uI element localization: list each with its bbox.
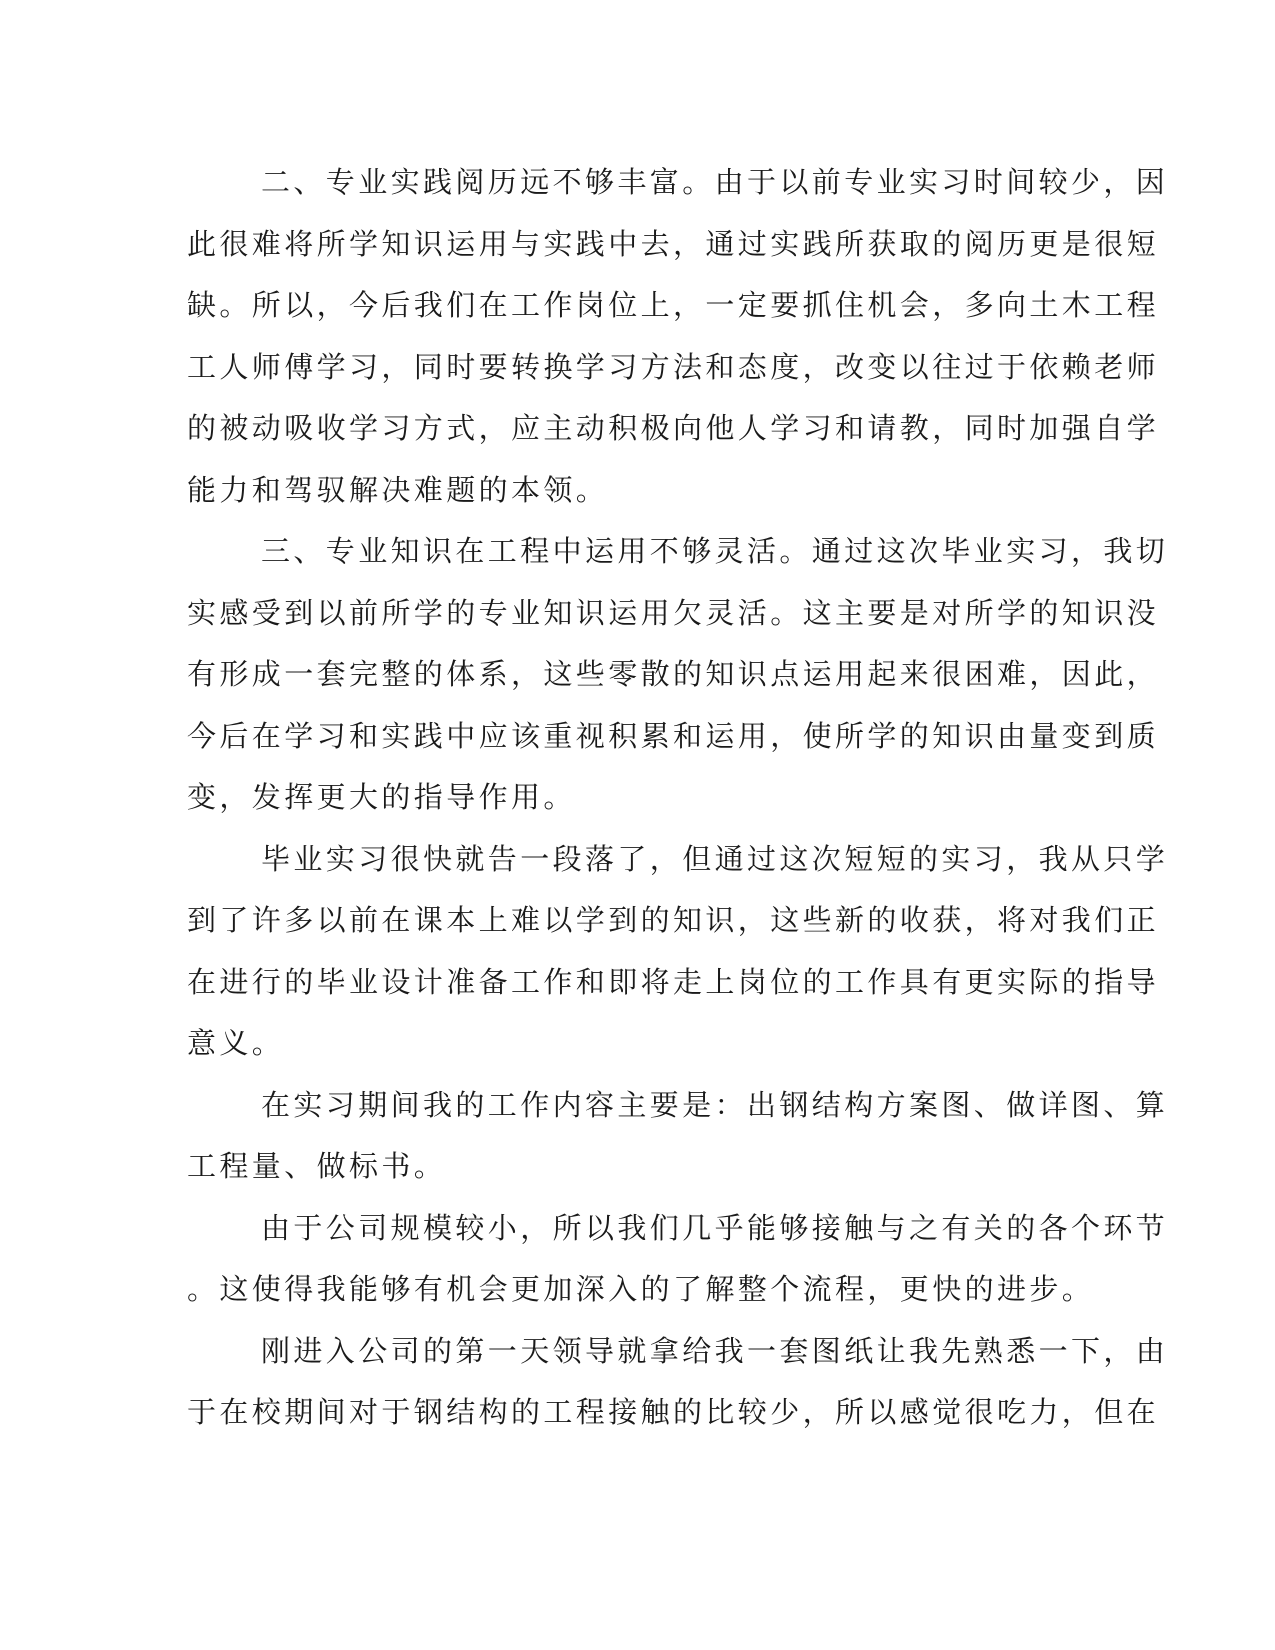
text-line: 工人师傅学习，同时要转换学习方法和态度，改变以往过于依赖老师	[187, 349, 1160, 384]
text-line: 缺。所以，今后我们在工作岗位上，一定要抓住机会，多向土木工程	[187, 288, 1160, 322]
text-line: 毕业实习很快就告一段落了，但通过这次短短的实习，我从只学	[261, 841, 1169, 876]
text-line: 刚进入公司的第一天领导就拿给我一套图纸让我先熟悉一下，由	[261, 1333, 1169, 1368]
text-line: 在进行的毕业设计准备工作和即将走上岗位的工作具有更实际的指导	[187, 964, 1160, 999]
body-text	[187, 152, 1169, 1444]
text-line: 由于公司规模较小，所以我们几乎能够接触与之有关的各个环节	[261, 1210, 1169, 1245]
paragraph-company-scale	[187, 1198, 1169, 1321]
text-line: 实感受到以前所学的专业知识运用欠灵活。这主要是对所学的知识没	[187, 595, 1160, 630]
text-line: 三、专业知识在工程中运用不够灵活。通过这次毕业实习，我切	[261, 534, 1169, 568]
paragraph-first-day	[187, 1321, 1169, 1444]
text-line: 变，发挥更大的指导作用。	[187, 780, 576, 814]
paragraph-work-content	[187, 1075, 1169, 1198]
text-line: 有形成一套完整的体系，这些零散的知识点运用起来很困难，因此，	[187, 657, 1160, 691]
paragraph-internship-summary	[187, 829, 1169, 1075]
text-line: 能力和驾驭解决难题的本领。	[187, 472, 609, 507]
paragraph-knowledge-application	[187, 521, 1169, 829]
text-line: 二、专业实践阅历远不够丰富。由于以前专业实习时间较少，因	[261, 165, 1169, 199]
text-line: 在实习期间我的工作内容主要是：出钢结构方案图、做详图、算	[261, 1087, 1169, 1122]
text-line: 意义。	[187, 1026, 285, 1060]
text-line: 此很难将所学知识运用与实践中去，通过实践所获取的阅历更是很短	[187, 226, 1160, 261]
text-line: 今后在学习和实践中应该重视积累和运用，使所学的知识由量变到质	[187, 718, 1160, 753]
text-line: 于在校期间对于钢结构的工程接触的比较少，所以感觉很吃力，但在	[187, 1395, 1160, 1429]
text-line: 到了许多以前在课本上难以学到的知识，这些新的收获，将对我们正	[187, 903, 1160, 937]
text-line: 的被动吸收学习方式，应主动积极向他人学习和请教，同时加强自学	[187, 411, 1160, 445]
text-line: 工程量、做标书。	[187, 1149, 447, 1183]
paragraph-practice-experience	[187, 152, 1169, 521]
text-line: 。这使得我能够有机会更加深入的了解整个流程，更快的进步。	[187, 1272, 1095, 1306]
